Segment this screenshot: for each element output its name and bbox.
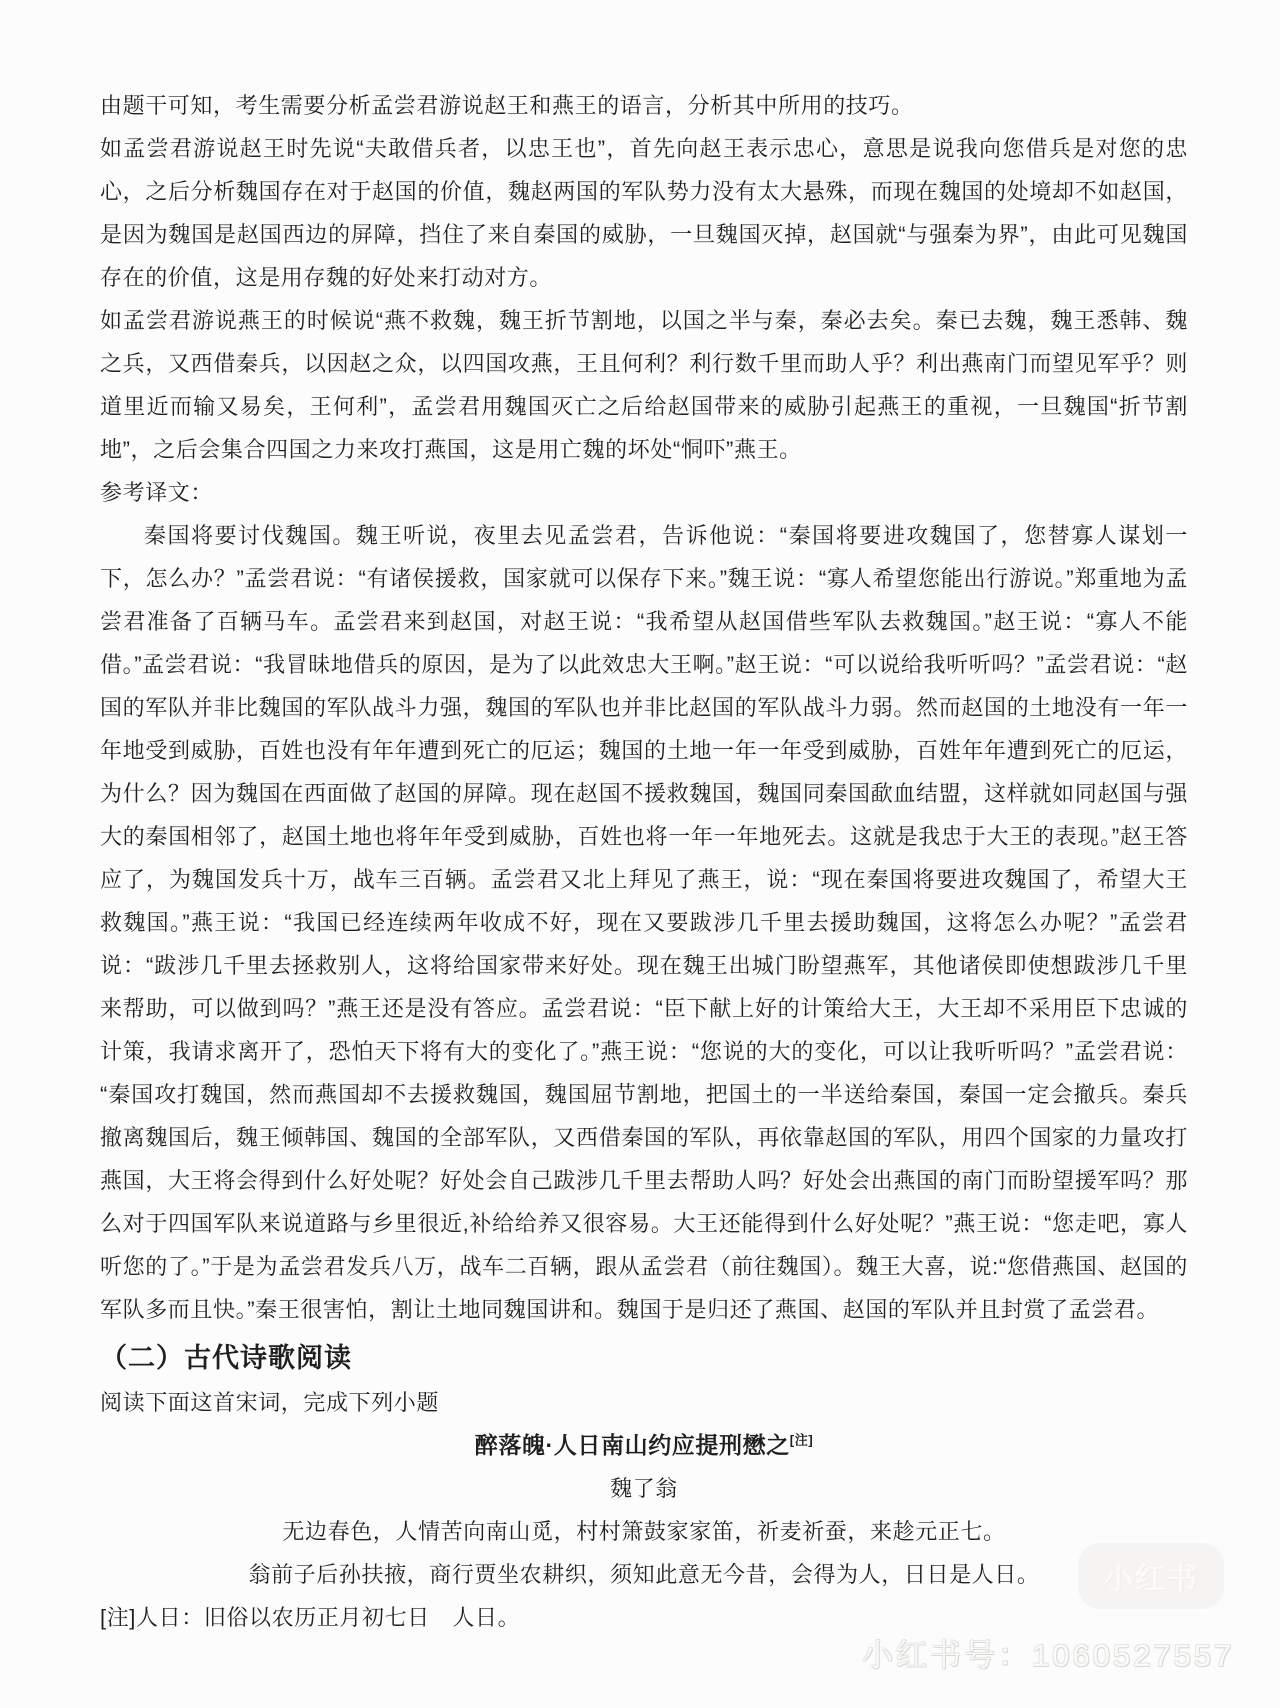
poem-title: 醉落魄·人日南山约应提刑懋之 <box>474 1432 790 1458</box>
analysis-paragraph-2: 如孟尝君游说赵王时先说“夫敢借兵者，以忠王也”，首先向赵王表示忠心，意思是说我向您借兵是对您的忠心，之后分析魏国存在对于赵国的价值，魏赵两国的军队势力没有太大悬殊，而现在魏国的处境却不如赵国，是因为魏国是赵国西边的屏障，挡住了来自秦国的威胁，一旦魏国灭掉，赵国就“与强秦为界”，由此可见魏国存在的价值，这是用存魏的好处来打动对方。 <box>100 136 1188 290</box>
poem-title-line <box>100 1424 1188 1467</box>
section-heading-ancient-poetry: （二）古代诗歌阅读 <box>100 1343 352 1373</box>
analysis-paragraph-1: 由题干可知，考生需要分析孟尝君游说赵王和燕王的语言，分析其中所用的技巧。 <box>100 93 914 118</box>
analysis-paragraph-3: 如孟尝君游说燕王的时候说“燕不救魏，魏王折节割地，以国之半与秦，秦必去矣。秦已去魏，魏王悉韩、魏之兵，又西借秦兵，以因赵之众，以四国攻燕，王且何利？利行数千里而助人乎？利出燕南门而望见军乎？则道里近而输又易矣，王何利”，孟尝君用魏国灭亡之后给赵国带来的威胁引起燕王的重视，一旦魏国“折节割地”，之后会集合四国之力来攻打燕国，这是用亡魏的坏处“恫吓”燕王。 <box>100 308 1188 462</box>
poem-author: 魏了翁 <box>610 1476 678 1501</box>
translation-paragraph: 秦国将要讨伐魏国。魏王听说，夜里去见孟尝君，告诉他说：“秦国将要进攻魏国了，您替寡人谋划一下，怎么办？”孟尝君说：“有诸侯援救，国家就可以保存下来。”魏王说：“寡人希望您能出行游说。”郑重地为孟尝君准备了百辆马车。孟尝君来到赵国，对赵王说：“我希望从赵国借些军队去救魏国。”赵王说：“寡人不能借。”孟尝君说：“我冒昧地借兵的原因，是为了以此效忠大王啊。”赵王说：“可以说给我听听吗？”孟尝君说：“赵国的军队并非比魏国的军队战斗力强，魏国的军队也并非比赵国的军队战斗力弱。然而赵国的土地没有一年一年地受到威胁，百姓也没有年年遭到死亡的厄运；魏国的土地一年一年受到威胁，百姓年年遭到死亡的厄运，为什么？因为魏国在西面做了赵国的屏障。现在赵国不援救魏国，魏国同秦国歃血结盟，这样就如同赵国与强大的秦国相邻了，赵国土地也将年年受到威胁，百姓也将一年一年地死去。这就是我忠于大王的表现。”赵王答应了，为魏国发兵十万，战车三百辆。孟尝君又北上拜见了燕王，说：“现在秦国将要进攻魏国了，希望大王救魏国。”燕王说：“我国已经连续两年收成不好，现在又要跋涉几千里去援助魏国，这将怎么办呢？”孟尝君说：“跋涉几千里去拯救别人，这将给国家带来好处。现在魏王出城门盼望燕军，其他诸侯即使想跋涉几千里来帮助，可以做到吗？”燕王还是没有答应。孟尝君说：“臣下献上好的计策给大王，大王却不采用臣下忠诚的计策，我请求离开了，恐怕天下将有大的变化了。”燕王说：“您说的大的变化，可以让我听听吗？”孟尝君说：“秦国攻打魏国，然而燕国却不去援救魏国，魏国屈节割地，把国土的一半送给秦国，秦国一定会撤兵。秦兵撤离魏国后，魏王倾韩国、魏国的全部军队，又西借秦国的军队，再依靠赵国的军队，用四个国家的力量攻打燕国，大王将会得到什么好处呢？好处会自己跋涉几千里去帮助人吗？好处会出燕国的南门而盼望援军吗？那么对于四国军队来说道路与乡里很近,补给给养又很容易。大王还能得到什么好处呢？”燕王说：“您走吧，寡人听您的了。”于是为孟尝君发兵八万，战车二百辆，跟从孟尝君（前往魏国）。魏王大喜，说:“您借燕国、赵国的军队多而且快。”秦王很害怕，割让土地同魏国讲和。魏国于是归还了燕国、赵国的军队并且封赏了孟尝君。 <box>100 523 1188 1322</box>
poem-note: [注]人日：旧俗以农历正月初七日 人日。 <box>100 1605 521 1630</box>
document-body <box>100 84 1188 1639</box>
poem-title-note-mark: [注] <box>789 1432 814 1448</box>
xiaohongshu-logo-watermark <box>1078 1543 1224 1609</box>
poem-line-2: 翁前子后孙扶掖，商行贾坐农耕织，须知此意无今昔，会得为人，日日是人日。 <box>248 1562 1040 1587</box>
xiaohongshu-logo-text: 小红书 <box>1103 1563 1199 1596</box>
poem-intro: 阅读下面这首宋词，完成下列小题 <box>100 1390 440 1415</box>
xiaohongshu-id-watermark: 小红书号：1060527557 <box>862 1638 1235 1673</box>
translation-label: 参考译文： <box>100 480 214 505</box>
poem-line-1: 无边春色，人情苦向南山觅，村村箫鼓家家笛，祈麦祈蚕，来趁元正七。 <box>282 1519 1006 1544</box>
